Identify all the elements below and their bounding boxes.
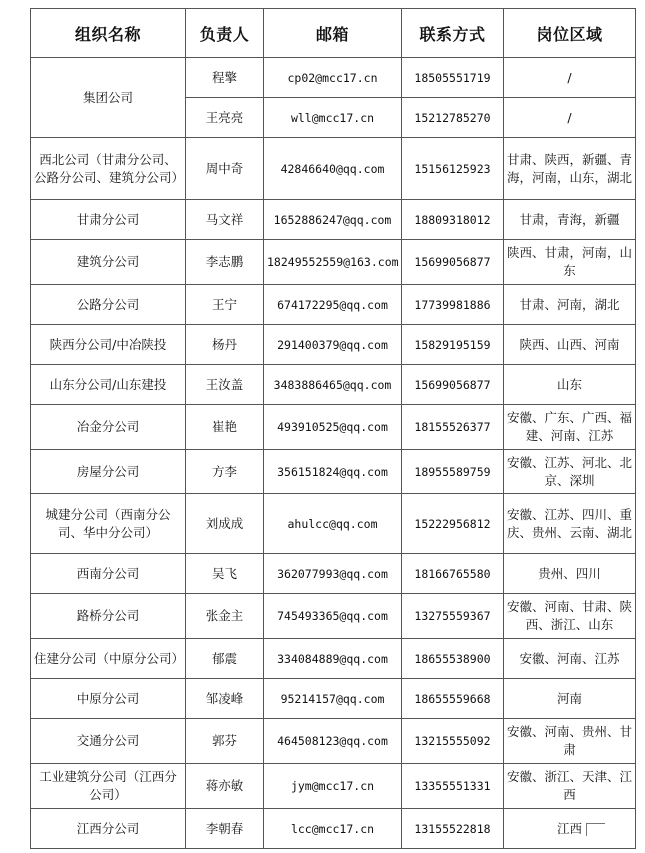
region-cell: /: [504, 58, 636, 98]
email-cell: cp02@mcc17.cn: [264, 58, 402, 98]
region-cell: 安徽、江苏、四川、重庆、贵州、云南、湖北: [504, 494, 636, 554]
table-row: [31, 200, 636, 240]
email-cell: ahulcc@qq.com: [264, 494, 402, 554]
org-name: 城建分公司（西南分公司、华中分公司）: [31, 494, 186, 554]
org-name: 公路分公司: [31, 285, 186, 325]
email-cell: 18249552559@163.com: [264, 240, 402, 285]
phone-cell: 18155526377: [402, 405, 504, 450]
table-row: [31, 764, 636, 809]
org-name: 西南分公司: [31, 554, 186, 594]
phone-cell: 15212785270: [402, 98, 504, 138]
table-body: [31, 58, 636, 849]
region-cell: 陕西、甘肃，河南，山东: [504, 240, 636, 285]
phone-cell: 13215555092: [402, 719, 504, 764]
phone-cell: 15699056877: [402, 365, 504, 405]
org-name: 中原分公司: [31, 679, 186, 719]
phone-cell: 13275559367: [402, 594, 504, 639]
person-name: 吴飞: [186, 554, 264, 594]
header-person: 负责人: [186, 9, 264, 58]
phone-cell: 18166765580: [402, 554, 504, 594]
email-cell: 464508123@qq.com: [264, 719, 402, 764]
table-row: [31, 138, 636, 200]
phone-cell: 13355551331: [402, 764, 504, 809]
person-name: 邹凌峰: [186, 679, 264, 719]
header-email: 邮箱: [264, 9, 402, 58]
header-row: [31, 9, 636, 58]
org-name: 西北公司（甘肃分公司、公路分公司、建筑分公司）: [31, 138, 186, 200]
table-row: [31, 285, 636, 325]
table-row: [31, 365, 636, 405]
header-region: 岗位区域: [504, 9, 636, 58]
org-name: 陕西分公司/中冶陕投: [31, 325, 186, 365]
region-cell: 安徽、河南、江苏: [504, 639, 636, 679]
region-cell: 江西: [504, 809, 636, 849]
region-cell: 安徽、河南、甘肃、陕西、浙江、山东: [504, 594, 636, 639]
org-name: 江西分公司: [31, 809, 186, 849]
email-cell: 356151824@qq.com: [264, 450, 402, 494]
region-cell: 甘肃、陕西，新疆、青海，河南，山东，湖北: [504, 138, 636, 200]
org-name: 交通分公司: [31, 719, 186, 764]
org-name: 工业建筑分公司（江西分公司）: [31, 764, 186, 809]
phone-cell: 13155522818: [402, 809, 504, 849]
person-name: 程擎: [186, 58, 264, 98]
region-cell: /: [504, 98, 636, 138]
email-cell: 291400379@qq.com: [264, 325, 402, 365]
phone-cell: 15156125923: [402, 138, 504, 200]
org-name: 路桥分公司: [31, 594, 186, 639]
org-name: 集团公司: [31, 58, 186, 138]
region-cell: 贵州、四川: [504, 554, 636, 594]
table-row: [31, 554, 636, 594]
person-name: 方李: [186, 450, 264, 494]
email-cell: jym@mcc17.cn: [264, 764, 402, 809]
person-name: 刘成成: [186, 494, 264, 554]
email-cell: 334084889@qq.com: [264, 639, 402, 679]
region-cell: 安徽、广东、广西、福建、河南、江苏: [504, 405, 636, 450]
table-row: [31, 809, 636, 849]
org-name: 山东分公司/山东建投: [31, 365, 186, 405]
email-cell: 3483886465@qq.com: [264, 365, 402, 405]
org-name: 冶金分公司: [31, 405, 186, 450]
person-name: 周中奇: [186, 138, 264, 200]
table-row: [31, 450, 636, 494]
phone-cell: 18655559668: [402, 679, 504, 719]
email-cell: 745493365@qq.com: [264, 594, 402, 639]
person-name: 王汝盖: [186, 365, 264, 405]
table-row: [31, 58, 636, 98]
region-cell: 甘肃、河南，湖北: [504, 285, 636, 325]
corner-mark: [586, 823, 605, 836]
region-cell: 河南: [504, 679, 636, 719]
person-name: 崔艳: [186, 405, 264, 450]
email-cell: 95214157@qq.com: [264, 679, 402, 719]
table-row: [31, 405, 636, 450]
person-name: 张金主: [186, 594, 264, 639]
table-row: [31, 719, 636, 764]
phone-cell: 18809318012: [402, 200, 504, 240]
person-name: 李志鹏: [186, 240, 264, 285]
header-phone: 联系方式: [402, 9, 504, 58]
person-name: 马文祥: [186, 200, 264, 240]
header-org: 组织名称: [31, 9, 186, 58]
person-name: 蒋亦敏: [186, 764, 264, 809]
person-name: 杨丹: [186, 325, 264, 365]
table-row: [31, 325, 636, 365]
contact-table: [30, 8, 636, 849]
phone-cell: 18655538900: [402, 639, 504, 679]
region-cell: 山东: [504, 365, 636, 405]
table-row: [31, 679, 636, 719]
org-name: 建筑分公司: [31, 240, 186, 285]
email-cell: 1652886247@qq.com: [264, 200, 402, 240]
person-name: 郭芬: [186, 719, 264, 764]
region-cell: 安徽、江苏、河北、北京、深圳: [504, 450, 636, 494]
email-cell: 674172295@qq.com: [264, 285, 402, 325]
org-name: 住建分公司（中原分公司）: [31, 639, 186, 679]
table-row: [31, 639, 636, 679]
org-name: 房屋分公司: [31, 450, 186, 494]
phone-cell: 15829195159: [402, 325, 504, 365]
table-row: [31, 594, 636, 639]
table-row: [31, 494, 636, 554]
person-name: 王亮亮: [186, 98, 264, 138]
org-name: 甘肃分公司: [31, 200, 186, 240]
email-cell: 493910525@qq.com: [264, 405, 402, 450]
email-cell: 362077993@qq.com: [264, 554, 402, 594]
phone-cell: 18505551719: [402, 58, 504, 98]
phone-cell: 15222956812: [402, 494, 504, 554]
person-name: 王宁: [186, 285, 264, 325]
region-cell: 安徽、浙江、天津、江西: [504, 764, 636, 809]
phone-cell: 15699056877: [402, 240, 504, 285]
region-cell: 甘肃，青海，新疆: [504, 200, 636, 240]
region-cell: 安徽、河南、贵州、甘肃: [504, 719, 636, 764]
person-name: 李朝春: [186, 809, 264, 849]
region-cell: 陕西、山西、河南: [504, 325, 636, 365]
phone-cell: 18955589759: [402, 450, 504, 494]
email-cell: lcc@mcc17.cn: [264, 809, 402, 849]
email-cell: wll@mcc17.cn: [264, 98, 402, 138]
email-cell: 42846640@qq.com: [264, 138, 402, 200]
phone-cell: 17739981886: [402, 285, 504, 325]
table-row: [31, 240, 636, 285]
person-name: 郁震: [186, 639, 264, 679]
